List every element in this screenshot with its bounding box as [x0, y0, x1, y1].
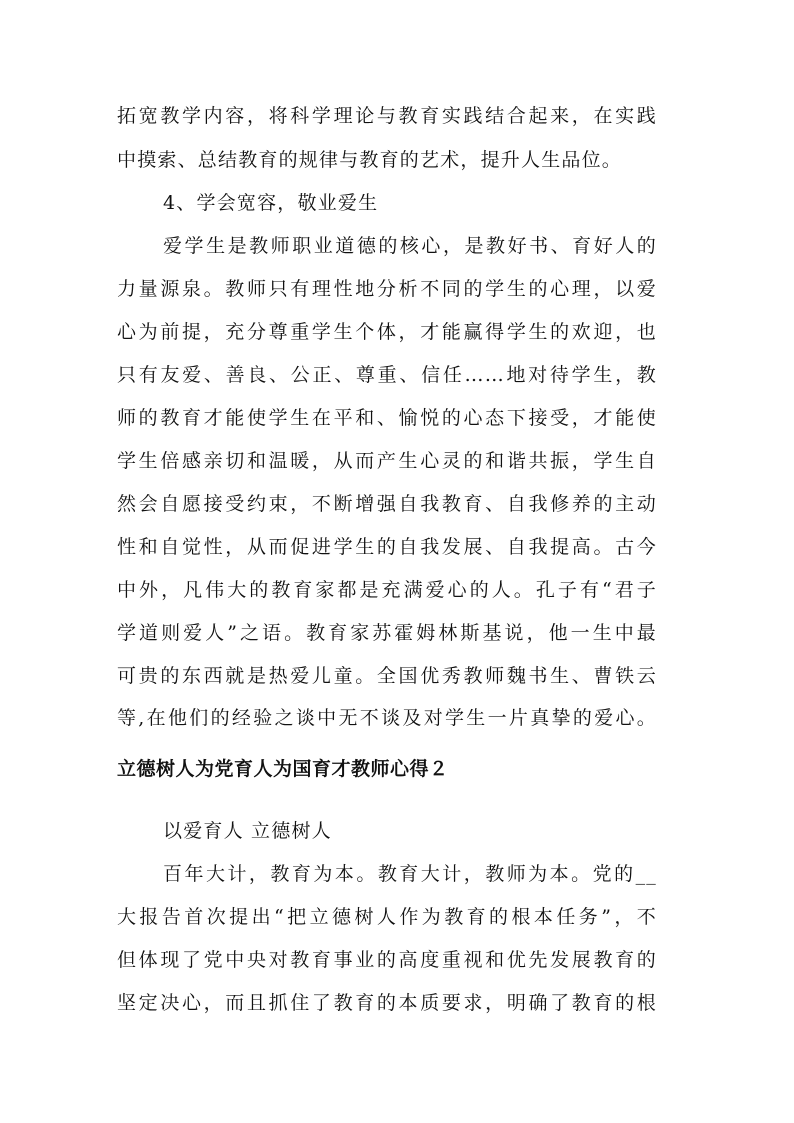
paragraph-line: 只有友爱、善良、公正、尊重、信任……地对待学生，教 [117, 364, 657, 386]
paragraph-line: 百年大计，教育为本。教育大计，教师为本。党的__ [163, 863, 657, 885]
paragraph-line: 然会自愿接受约束，不断增强自我教育、自我修养的主动 [117, 493, 657, 515]
paragraph-line: 中外，凡伟大的教育家都是充满爱心的人。孔子有“君子 [117, 579, 657, 601]
paragraph-line: 心为前提，充分尊重学生个体，才能赢得学生的欢迎，也 [117, 321, 657, 343]
paragraph-line: 等,在他们的经验之谈中无不谈及对学生一片真挚的爱心。 [117, 707, 657, 729]
paragraph-line: 力量源泉。教师只有理性地分析不同的学生的心理，以爱 [117, 278, 657, 300]
subheading: 4、学会宽容，敬业爱生 [163, 192, 379, 214]
section-title: 立德树人为党育人为国育才教师心得２ [117, 758, 449, 780]
paragraph-line: 中摸索、总结教育的规律与教育的艺术，提升人生品位。 [117, 149, 623, 171]
paragraph-line: 可贵的东西就是热爱儿童。全国优秀教师魏书生、曹铁云 [117, 665, 657, 687]
paragraph-line: 爱学生是教师职业道德的核心，是教好书、育好人的 [163, 235, 657, 257]
paragraph-line: 但体现了党中央对教育事业的高度重视和优先发展教育的 [117, 949, 657, 971]
paragraph-line: 师的教育才能使学生在平和、愉悦的心态下接受，才能使 [117, 407, 657, 429]
paragraph-line: 学道则爱人”之语。教育家苏霍姆林斯基说，他一生中最 [117, 622, 657, 644]
paragraph-line: 拓宽教学内容，将科学理论与教育实践结合起来，在实践 [117, 105, 657, 127]
paragraph-line: 坚定决心，而且抓住了教育的本质要求，明确了教育的根 [117, 992, 657, 1014]
paragraph-line: 学生倍感亲切和温暖，从而产生心灵的和谐共振，学生自 [117, 450, 657, 472]
paragraph-line: 性和自觉性，从而促进学生的自我发展、自我提高。古今 [117, 536, 657, 558]
paragraph-line: 大报告首次提出“把立德树人作为教育的根本任务”，不 [117, 906, 657, 928]
subtitle: 以爱育人 立德树人 [163, 820, 332, 842]
